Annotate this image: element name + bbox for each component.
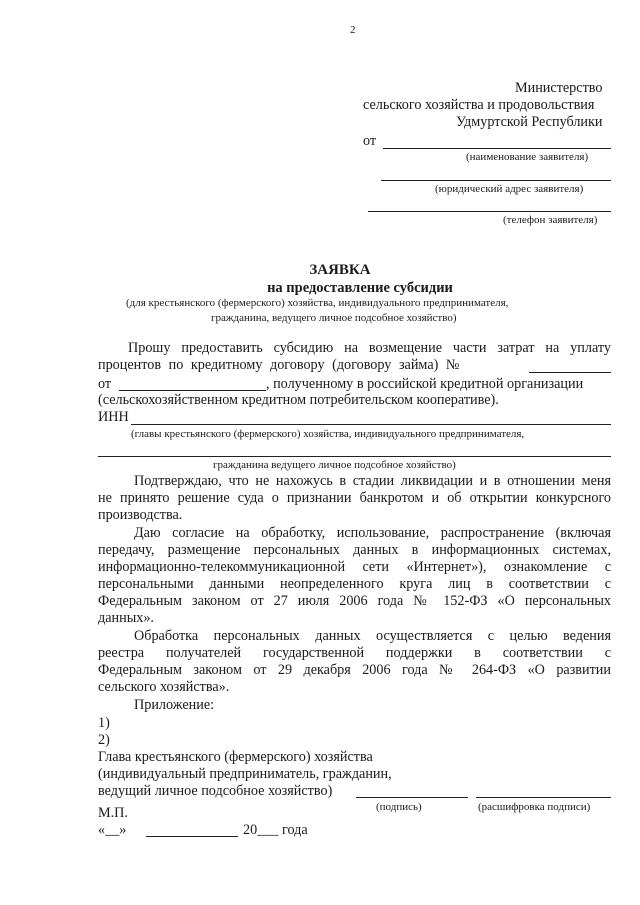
processing-line-3: Федеральным законом от 29 декабря 2006 года № 264-ФЗ «О развитии — [98, 662, 611, 678]
consent-line-6: данных». — [98, 610, 154, 626]
consent-line-2: передачу, размещение персональных данных в информационных системах, — [98, 542, 611, 558]
from-label: от — [363, 133, 377, 149]
processing-line-1: Обработка персональных данных осуществляется с целью ведения — [134, 628, 611, 644]
addressee-line-1: Министерство — [515, 80, 603, 96]
attachment-item-2: 2) — [98, 732, 110, 748]
request-from-label: от — [98, 376, 112, 392]
page-number: 2 — [350, 24, 356, 36]
document-title: ЗАЯВКА — [309, 262, 371, 278]
applicant-fullname-line — [98, 456, 611, 457]
signature-line-3: ведущий личное подсобное хозяйство) — [98, 783, 333, 799]
consent-line-5: Федеральным законом от 27 июля 2006 года № 152-ФЗ «О персональных — [98, 593, 611, 609]
signature-line-1: Глава крестьянского (фермерского) хозяйства — [98, 749, 373, 765]
processing-line-2: реестра получателей государственной поддержки в соответствии с — [98, 645, 611, 661]
signature-line-2: (индивидуальный предприниматель, гражданин, — [98, 766, 392, 782]
consent-line-1: Даю согласие на обработку, использование, распространение (включая — [134, 525, 611, 541]
inn-caption-1: (главы крестьянского (фермерского) хозяйства, индивидуального предпринимателя, — [131, 428, 525, 440]
confirm-line-1: Подтверждаю, что не нахожусь в стадии ликвидации и в отношении меня — [134, 473, 611, 489]
date-year: 20___ года — [243, 822, 308, 838]
inn-caption-2: гражданина ведущего личное подсобное хозяйство) — [213, 459, 456, 471]
date-month-line — [146, 836, 238, 837]
applicant-name-caption: (наименование заявителя) — [466, 151, 589, 163]
contract-number-line — [529, 372, 611, 373]
confirm-line-3: производства. — [98, 507, 183, 523]
confirm-line-2: не принято решение суда о признании банкротом и об открытии конкурсного — [98, 490, 611, 506]
date-day: «__» — [98, 822, 127, 838]
request-line-1: Прошу предоставить субсидию на возмещение части затрат на уплату — [128, 340, 611, 356]
applicant-phone-line — [368, 211, 611, 212]
heading-note-line-2: гражданина, ведущего личное подсобное хозяйство) — [211, 312, 457, 324]
request-line-4: (сельскохозяйственном кредитном потребительском кооперативе). — [98, 392, 499, 408]
request-line-3: , полученному в российской кредитной организации — [266, 376, 584, 392]
addressee-line-2: сельского хозяйства и продовольствия — [363, 97, 595, 113]
consent-line-4: персональными данными неопределенного круга лиц в соответствии с — [98, 576, 611, 592]
inn-label: ИНН — [98, 409, 129, 425]
signature-decode-line — [476, 797, 611, 798]
applicant-phone-caption: (телефон заявителя) — [503, 214, 598, 226]
stamp-label: М.П. — [98, 805, 128, 821]
consent-line-3: информационно-телекоммуникационной сети «Интернет»), ознакомление с — [98, 559, 611, 575]
applicant-address-caption: (юридический адрес заявителя) — [435, 183, 584, 195]
document-subtitle: на предоставление субсидии — [267, 280, 453, 296]
inn-line — [131, 424, 611, 425]
applicant-name-line — [383, 148, 611, 149]
decode-caption: (расшифровка подписи) — [478, 801, 591, 813]
sign-caption: (подпись) — [376, 801, 422, 813]
attachments-label: Приложение: — [134, 697, 215, 713]
heading-note-line-1: (для крестьянского (фермерского) хозяйства, индивидуального предпринимателя, — [126, 297, 509, 309]
attachment-item-1: 1) — [98, 715, 110, 731]
applicant-address-line — [381, 180, 611, 181]
request-line-2: процентов по кредитному договору (договору займа) № — [98, 357, 460, 373]
processing-line-4: сельского хозяйства». — [98, 679, 230, 695]
contract-date-line — [119, 390, 266, 391]
signature-sign-line — [356, 797, 468, 798]
addressee-line-3: Удмуртской Республики — [456, 114, 603, 130]
